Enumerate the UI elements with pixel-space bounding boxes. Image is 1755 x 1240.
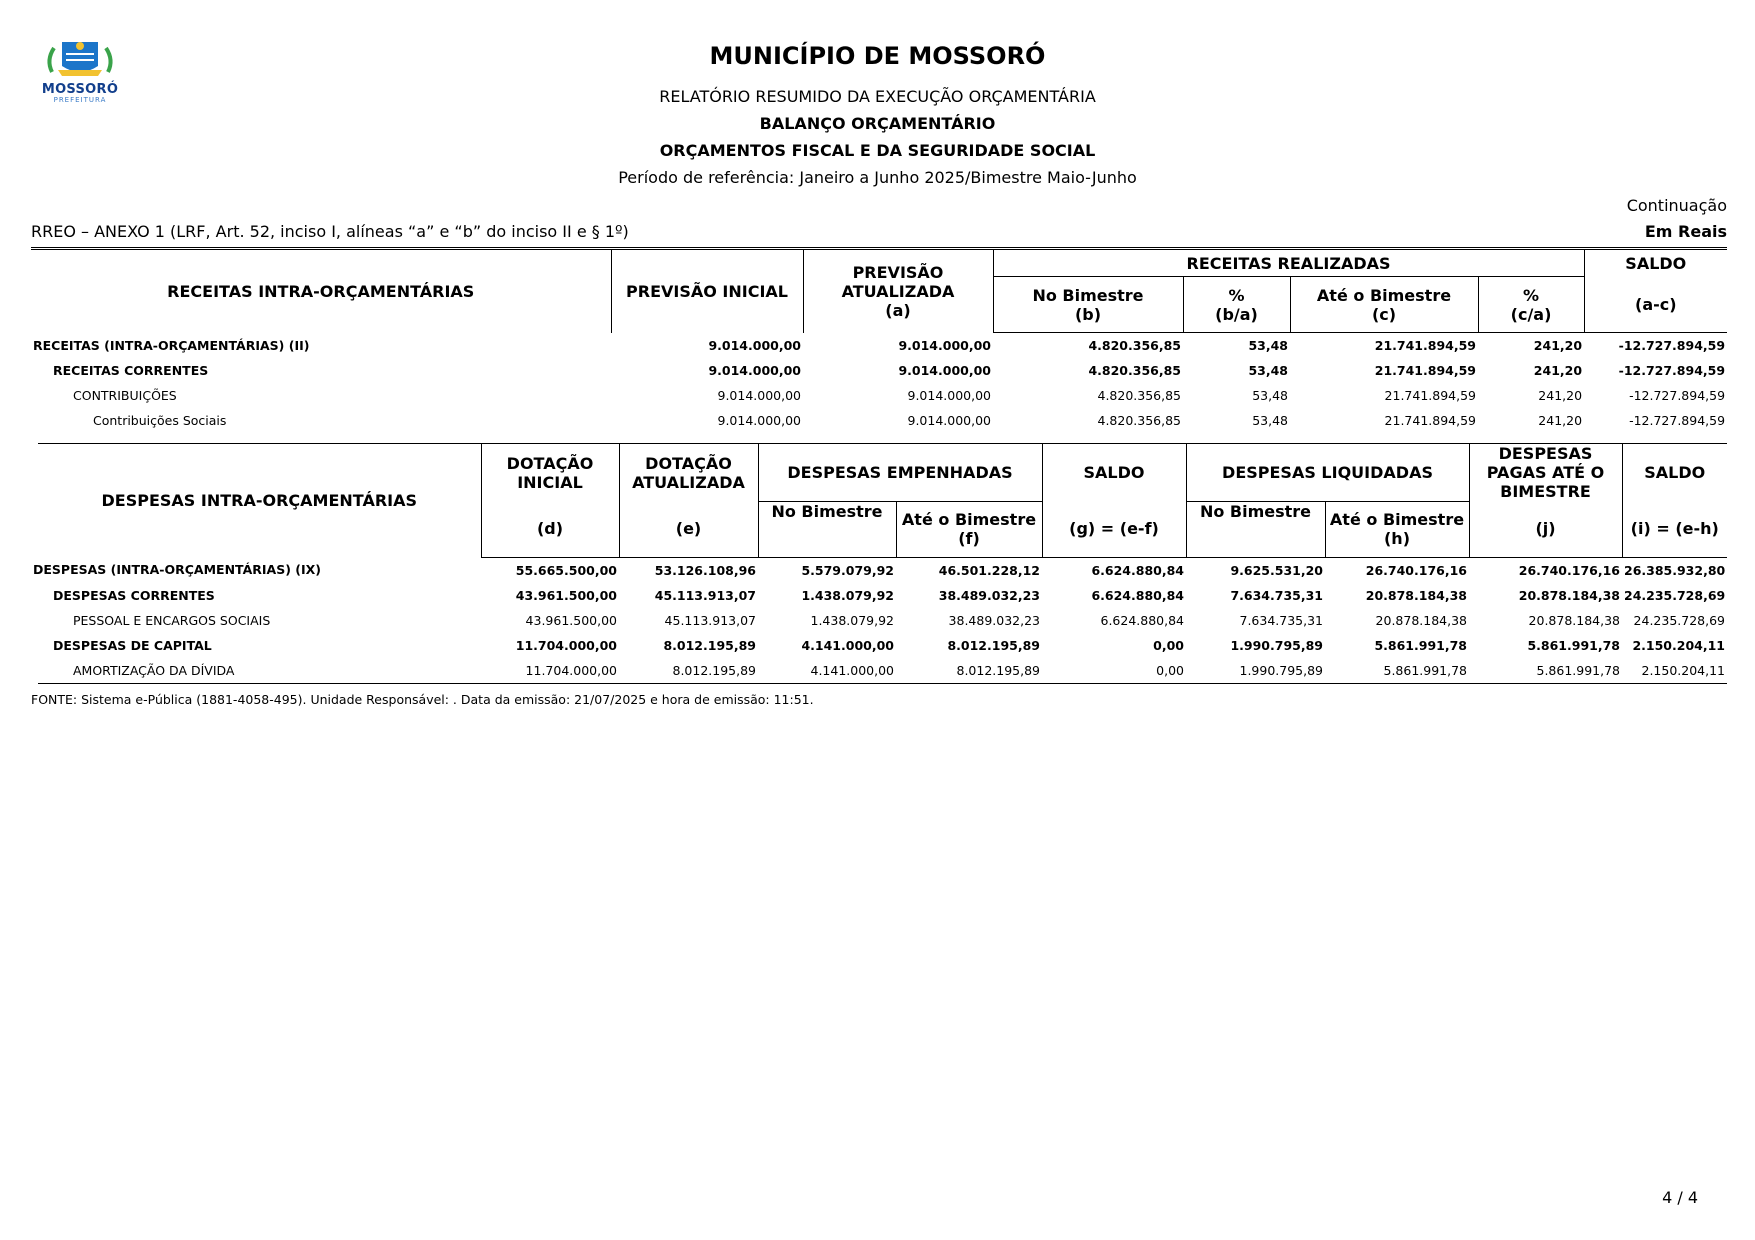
despesas-header-j: (j) [1469, 501, 1622, 557]
despesas-header-i-formula: (i) = (e-h) [1622, 501, 1727, 557]
continuation-label: Continuação [1626, 196, 1727, 215]
cell: 0,00 [1156, 662, 1184, 678]
row-label: DESPESAS (INTRA-ORÇAMENTÁRIAS) (IX) [33, 562, 321, 578]
receitas-header-pct-ca: % (c/a) [1478, 277, 1584, 333]
cell: 24.235.728,69 [1633, 612, 1725, 628]
despesas-header-empenhadas: DESPESAS EMPENHADAS [758, 444, 1042, 502]
despesas-header-liquidadas: DESPESAS LIQUIDADAS [1186, 444, 1469, 502]
cell: 53,48 [1252, 388, 1288, 403]
table-row [31, 383, 1727, 408]
cell: 53,48 [1252, 413, 1288, 428]
page-number: 4 / 4 [1662, 1188, 1698, 1207]
cell: 5.861.991,78 [1383, 662, 1467, 678]
report-title: MUNICÍPIO DE MOSSORÓ [709, 42, 1046, 70]
receitas-header-saldo-formula: (a-c) [1584, 277, 1727, 333]
cell: 9.014.000,00 [708, 337, 801, 353]
table-row [38, 633, 1727, 658]
cell: 9.014.000,00 [907, 413, 991, 428]
cell: 11.704.000,00 [515, 637, 617, 653]
row-label: CONTRIBUIÇÕES [73, 388, 177, 403]
receitas-header-desc: RECEITAS INTRA-ORÇAMENTÁRIAS [167, 281, 475, 301]
cell: 4.820.356,85 [1088, 338, 1181, 353]
row-label: DESPESAS DE CAPITAL [53, 637, 212, 653]
receitas-header-previsao-atualizada: PREVISÃO ATUALIZADA (a) [803, 249, 993, 333]
receitas-header-saldo: SALDO [1584, 249, 1727, 277]
row-label: DESPESAS CORRENTES [53, 587, 215, 603]
cell: 2.150.204,11 [1632, 637, 1725, 653]
cell: 53,48 [1248, 363, 1288, 378]
cell: 45.113.913,07 [654, 587, 756, 603]
cell: 26.740.176,16 [1518, 562, 1620, 578]
cell: 8.012.195,89 [947, 637, 1040, 653]
despesas-header-emp-no-bimestre: No Bimestre [758, 501, 896, 557]
cell: 7.634.735,31 [1230, 587, 1323, 603]
cell: 2.150.204,11 [1641, 662, 1725, 678]
cell: 38.489.032,23 [938, 587, 1040, 603]
cell: 1.438.079,92 [810, 612, 894, 628]
cell: 21.741.894,59 [1384, 413, 1476, 428]
row-label: PESSOAL E ENCARGOS SOCIAIS [73, 612, 271, 628]
cell: 7.634.735,31 [1239, 612, 1323, 628]
cell: 21.741.894,59 [1374, 363, 1476, 378]
cell: 45.113.913,07 [664, 612, 756, 628]
cell: 4.820.356,85 [1088, 363, 1181, 378]
logo-subtitle: PREFEITURA [53, 96, 107, 104]
cell: 9.014.000,00 [907, 388, 991, 403]
cell: 6.624.880,84 [1091, 562, 1184, 578]
cell: -12.727.894,59 [1618, 338, 1726, 353]
despesas-header-dotacao-atualizada: DOTAÇÃO ATUALIZADA [619, 444, 758, 502]
cell: 21.741.894,59 [1384, 388, 1476, 403]
report-period: Período de referência: Janeiro a Junho 2025/Bimestre Maio-Junho [618, 168, 1137, 187]
units-label: Em Reais [1644, 222, 1727, 241]
row-label: RECEITAS (INTRA-ORÇAMENTÁRIAS) (II) [33, 337, 310, 353]
cell: 241,20 [1538, 388, 1583, 403]
cell: 8.012.195,89 [672, 662, 756, 678]
report-subtitle: RELATÓRIO RESUMIDO DA EXECUÇÃO ORÇAMENTÁRIA [659, 87, 1096, 106]
row-label: AMORTIZAÇÃO DA DÍVIDA [73, 662, 235, 678]
cell: 241,20 [1538, 413, 1583, 428]
despesas-header-desc: DESPESAS INTRA-ORÇAMENTÁRIAS [101, 491, 417, 510]
row-label: RECEITAS CORRENTES [53, 363, 209, 378]
cell: 9.625.531,20 [1230, 562, 1323, 578]
cell: 4.820.356,85 [1097, 388, 1181, 403]
cell: 8.012.195,89 [663, 637, 756, 653]
receitas-table [31, 247, 1727, 433]
report-section: BALANÇO ORÇAMENTÁRIO [759, 114, 996, 133]
cell: 9.014.000,00 [717, 388, 801, 403]
despesas-header-d: (d) [481, 501, 619, 557]
cell: 241,20 [1533, 363, 1583, 378]
cell: 53,48 [1248, 338, 1288, 353]
cell: 1.990.795,89 [1239, 662, 1323, 678]
source-note: FONTE: Sistema e-Pública (1881-4058-495). Unidade Responsável: . Data da emissão: 21/07/2025 e hora de emissão: 11:51. [31, 692, 814, 707]
despesas-header-saldo-i: SALDO [1622, 444, 1727, 502]
table-row [38, 658, 1727, 684]
table-row [31, 333, 1727, 359]
cell: 9.014.000,00 [898, 363, 991, 378]
cell: 1.990.795,89 [1230, 637, 1323, 653]
cell: 11.704.000,00 [525, 662, 617, 678]
receitas-header-pct-ba: % (b/a) [1183, 277, 1290, 333]
cell: 5.861.991,78 [1527, 637, 1620, 653]
table-row [38, 557, 1727, 583]
cell: 5.861.991,78 [1374, 637, 1467, 653]
cell: 46.501.228,12 [938, 562, 1040, 578]
cell: -12.727.894,59 [1629, 413, 1726, 428]
cell: 9.014.000,00 [708, 363, 801, 378]
cell: 43.961.500,00 [525, 612, 617, 628]
table-row [31, 358, 1727, 383]
receitas-header-no-bimestre: No Bimestre (b) [993, 277, 1183, 333]
cell: 55.665.500,00 [515, 562, 617, 578]
cell: 20.878.184,38 [1375, 612, 1467, 628]
cell: 9.014.000,00 [717, 413, 801, 428]
cell: -12.727.894,59 [1618, 363, 1726, 378]
cell: -12.727.894,59 [1629, 388, 1726, 403]
receitas-header-realizadas: RECEITAS REALIZADAS [993, 249, 1584, 277]
receitas-header-previsao-inicial: PREVISÃO INICIAL [611, 249, 803, 333]
cell: 20.878.184,38 [1518, 587, 1620, 603]
cell: 4.820.356,85 [1097, 413, 1181, 428]
despesas-header-e: (e) [619, 501, 758, 557]
table-row [38, 583, 1727, 608]
table-row [38, 608, 1727, 633]
cell: 5.861.991,78 [1536, 662, 1620, 678]
cell: 43.961.500,00 [515, 587, 617, 603]
cell: 26.385.932,80 [1624, 562, 1726, 578]
cell: 0,00 [1153, 637, 1184, 653]
cell: 8.012.195,89 [956, 662, 1040, 678]
cell: 26.740.176,16 [1365, 562, 1467, 578]
despesas-header-dotacao-inicial: DOTAÇÃO INICIAL [481, 444, 619, 502]
cell: 6.624.880,84 [1100, 612, 1184, 628]
cell: 6.624.880,84 [1091, 587, 1184, 603]
despesas-header-emp-ate-bimestre: Até o Bimestre (f) [896, 501, 1042, 557]
cell: 38.489.032,23 [948, 612, 1040, 628]
report-scope: ORÇAMENTOS FISCAL E DA SEGURIDADE SOCIAL [659, 141, 1096, 160]
cell: 53.126.108,96 [654, 562, 756, 578]
despesas-header-liq-no-bimestre: No Bimestre [1186, 501, 1325, 557]
cell: 4.141.000,00 [810, 662, 894, 678]
row-label: Contribuições Sociais [93, 413, 227, 428]
despesas-header-liq-ate-bimestre: Até o Bimestre (h) [1325, 501, 1469, 557]
cell: 20.878.184,38 [1365, 587, 1467, 603]
table-row [31, 408, 1727, 433]
despesas-header-g-formula: (g) = (e-f) [1042, 501, 1186, 557]
cell: 9.014.000,00 [898, 337, 991, 353]
cell: 5.579.079,92 [801, 562, 894, 578]
cell: 20.878.184,38 [1528, 612, 1620, 628]
despesas-header-saldo-g: SALDO [1042, 444, 1186, 502]
cell: 24.235.728,69 [1624, 587, 1726, 603]
cell: 1.438.079,92 [801, 587, 894, 603]
cell: 4.141.000,00 [801, 637, 894, 653]
receitas-header-ate-bimestre: Até o Bimestre (c) [1290, 277, 1478, 333]
despesas-header-pagas: DESPESAS PAGAS ATÉ O BIMESTRE [1469, 444, 1622, 502]
cell: 241,20 [1533, 338, 1583, 353]
logo-wordmark: MOSSORÓ [41, 82, 119, 97]
despesas-table [33, 443, 1727, 684]
annex-reference: RREO – ANEXO 1 (LRF, Art. 52, inciso I, alíneas “a” e “b” do inciso II e § 1º) [31, 222, 629, 241]
cell: 21.741.894,59 [1374, 338, 1476, 353]
